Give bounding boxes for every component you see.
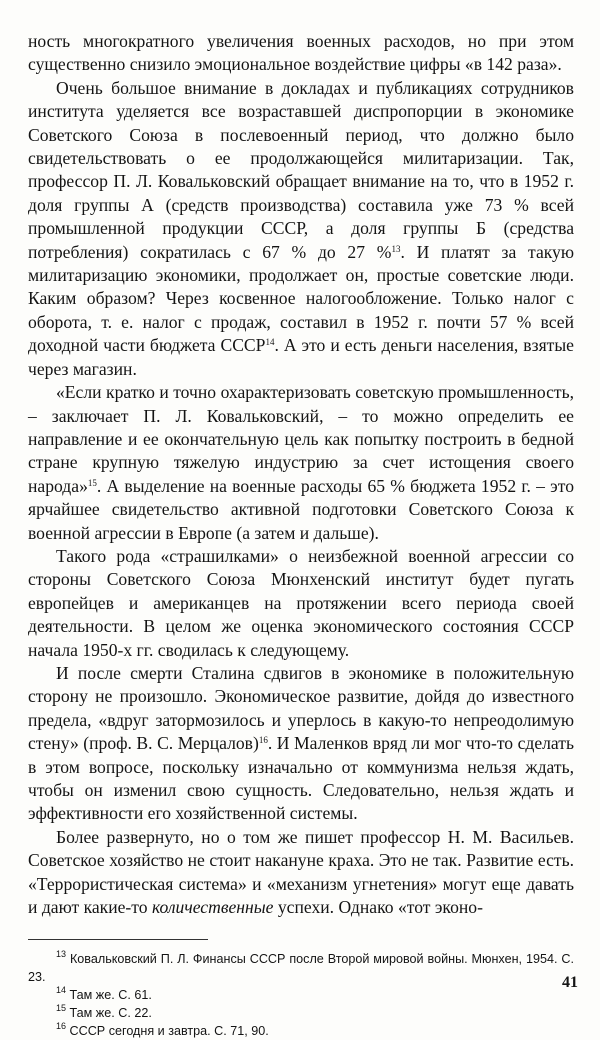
page-number: 41 [562,974,578,991]
footnote-number: 13 [56,949,67,960]
footnote-text: Там же. С. 61. [69,988,152,1003]
paragraph-text: ность многократного увеличения военных расходов, но при этом существенно снизило эмоциональное воздействие цифры «в 142 раза». [28,31,574,75]
footnote-ref: 13 [391,243,401,254]
footnote [28,1022,574,1040]
footnote [28,986,574,1004]
paragraph-text: . И платят за такую милитаризацию экономики, продолжает он, простые советские люди. Каким образом? Через косвенное налогообложение. Только налог с оборота, т. е. налог с продаж, составил в 1952 г. почти 57 % всей доходной части бюджета СССР [28,241,574,356]
footnote-number: 16 [56,1021,67,1032]
main-text [28,30,574,919]
paragraph-text: . И Маленков вряд ли мог что-то сделать в этом вопросе, поскольку изначально от коммунизма нельзя ждать, чтобы он изменил свою сущность. Следовательно, нельзя ждать и эффективности его хозяйственной системы. [28,733,574,824]
footnotes [28,950,574,1040]
footnote-text: Там же. С. 22. [69,1006,152,1021]
paragraph-text: «Если кратко и точно охарактеризовать советскую промышленность, – заключает П. Л. Ковальковский, – то можно определить ее направление и ее окончательную цель как попытку построить в бедной стране крупную тяжелую индустрию за счет истощения своего народа» [28,382,574,496]
footnote [28,950,574,986]
paragraph-text: Такого рода «страшилками» о неизбежной военной агрессии со стороны Советского Союза Мюнхенский институт будет пугать европейцев и американцев на протяжении всего периода своей деятельности. В целом же оценка экономического состояния СССР начала 1950-х гг. сводилась к следующему. [28,545,574,660]
paragraph-text: успехи. Однако «тот эконо- [273,897,483,918]
paragraph-text: Более развернуто, но о том же пишет профессор Н. М. Васильев. Советское хозяйство не стоит накануне краха. Это не так. Развитие есть. «Террористическая система» и «механизм угнетения» могут еще давать и дают какие-то [28,826,574,918]
paragraph-5 [28,662,574,826]
paragraph-4 [28,545,574,662]
footnote-divider [28,939,208,940]
paragraph-text: . А это и есть деньги населения, взятые через магазин. [28,335,574,379]
footnote [28,1004,574,1022]
footnote-text: СССР сегодня и завтра. С. 71, 90. [69,1024,269,1039]
footnote-number: 15 [56,1003,67,1014]
paragraph-text: . А выделение на военные расходы 65 % бюджета 1952 г. – это ярчайшее свидетельство активной подготовки Советского Союза к военной агрессии в Европе (а затем и дальше). [28,475,574,543]
footnote-ref: 14 [265,337,275,348]
footnote-text: Ковальковский П. Л. Финансы СССР после Второй мировой войны. Мюнхен, 1954. С. 23. [28,952,575,985]
paragraph-1 [28,30,574,77]
emphasis-text: количественные [151,897,274,918]
footnote-ref: 16 [258,735,268,746]
paragraph-text: И после смерти Сталина сдвигов в экономике в положительную сторону не произошло. Экономическое развитие, дойдя до известного предела, «вдруг затормозилось и уперлось в какую-то непреодолимую стену» (проф. В. С. Мерцалов) [28,662,574,754]
paragraph-6 [28,826,574,920]
paragraph-2 [28,77,574,381]
footnote-ref: 15 [87,477,97,488]
paragraph-text: Очень большое внимание в докладах и публикациях сотрудников института уделяется все возраставшей диспропорции в экономике Советского Союза в послевоенный период, что должно было свидетельствовать о ее продолжающейся милитаризации. Так, профессор П. Л. Ковальковский обращает внимание на то, что в 1952 г. доля группы А (средств производства) составила уже 73 % всей промышленной продукции СССР, а доля группы Б (средства потребления) сократилась с 67 % до 27 % [28,77,574,262]
footnote-number: 14 [56,985,67,996]
paragraph-3 [28,381,574,545]
